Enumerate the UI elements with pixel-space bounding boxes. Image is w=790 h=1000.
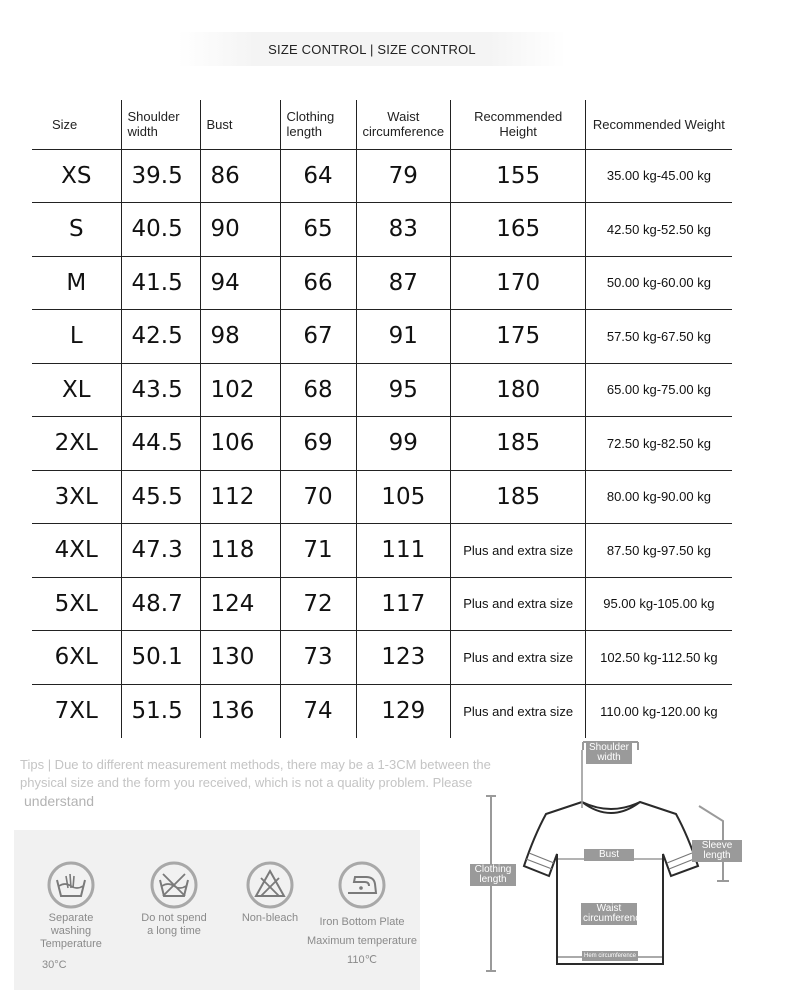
- size-cell: 4XL: [32, 524, 121, 578]
- size-cell: XS: [32, 149, 121, 203]
- size-cell: XL: [32, 363, 121, 417]
- iron-icon: [337, 860, 387, 910]
- weight-cell: 35.00 kg-45.00 kg: [586, 149, 732, 203]
- care-item-iron: [306, 860, 418, 967]
- bust-cell: 130: [200, 631, 280, 685]
- hand-wash-icon: [46, 860, 96, 910]
- bust-cell: 94: [200, 256, 280, 310]
- length-cell: 67: [280, 310, 356, 364]
- care-label-bleach: Non-bleach: [241, 912, 299, 924]
- weight-cell: 102.50 kg-112.50 kg: [586, 631, 732, 685]
- tips-note: [20, 756, 540, 810]
- no-soak-icon: [149, 860, 199, 910]
- size-cell: 6XL: [32, 631, 121, 685]
- header-clothing-length: Clothing length: [280, 100, 356, 149]
- weight-cell: 65.00 kg-75.00 kg: [586, 363, 732, 417]
- shoulder-cell: 47.3: [121, 524, 200, 578]
- table-row: [32, 256, 732, 310]
- no-bleach-icon: [245, 860, 295, 910]
- length-cell: 72: [280, 577, 356, 631]
- label-bust: Bust: [584, 849, 634, 861]
- table-row: [32, 203, 732, 257]
- height-cell: Plus and extra size: [451, 524, 586, 578]
- size-cell: S: [32, 203, 121, 257]
- weight-cell: 87.50 kg-97.50 kg: [586, 524, 732, 578]
- care-value-iron: 110℃: [347, 954, 377, 966]
- header-bust: Bust: [200, 100, 280, 149]
- size-cell: 2XL: [32, 417, 121, 471]
- label-clothing-length: Clothing length: [470, 864, 516, 886]
- care-instructions: [14, 830, 420, 990]
- bust-cell: 86: [200, 149, 280, 203]
- shoulder-cell: 42.5: [121, 310, 200, 364]
- label-sleeve-length: Sleeve length: [692, 840, 742, 862]
- header-size: Size: [32, 100, 121, 149]
- shoulder-cell: 45.5: [121, 470, 200, 524]
- table-row: [32, 310, 732, 364]
- bust-cell: 90: [200, 203, 280, 257]
- care-label-soak: Do not spend a long time: [141, 912, 207, 937]
- tips-text: Tips | Due to different measurement methods, there may be a 1-3CM between the physical size and the form you received, which is not a quality problem. Please: [20, 757, 491, 790]
- length-cell: 65: [280, 203, 356, 257]
- height-cell: Plus and extra size: [451, 684, 586, 738]
- header-shoulder-width: Shoulder width: [121, 100, 200, 149]
- table-row: [32, 631, 732, 685]
- length-cell: 68: [280, 363, 356, 417]
- care-value-wash: 30°C: [42, 959, 67, 971]
- label-hem: Hem circumference: [584, 953, 637, 959]
- label-waist: Waist circumference: [583, 903, 646, 924]
- weight-cell: 110.00 kg-120.00 kg: [586, 684, 732, 738]
- height-cell: Plus and extra size: [451, 631, 586, 685]
- weight-cell: 50.00 kg-60.00 kg: [586, 256, 732, 310]
- care-label-iron: Iron Bottom Plate: [319, 916, 405, 928]
- table-row: [32, 149, 732, 203]
- table-row: [32, 577, 732, 631]
- shoulder-cell: 48.7: [121, 577, 200, 631]
- waist-cell: 99: [356, 417, 451, 471]
- size-cell: 3XL: [32, 470, 121, 524]
- waist-cell: 129: [356, 684, 451, 738]
- bust-cell: 98: [200, 310, 280, 364]
- height-cell: 155: [451, 149, 586, 203]
- length-cell: 64: [280, 149, 356, 203]
- waist-cell: 79: [356, 149, 451, 203]
- care-label-wash: Separate washing: [48, 912, 94, 937]
- waist-cell: 105: [356, 470, 451, 524]
- size-cell: 5XL: [32, 577, 121, 631]
- weight-cell: 95.00 kg-105.00 kg: [586, 577, 732, 631]
- care-extra-iron: Maximum temperature: [306, 935, 418, 947]
- shoulder-cell: 43.5: [121, 363, 200, 417]
- weight-cell: 80.00 kg-90.00 kg: [586, 470, 732, 524]
- page-title: SIZE CONTROL | SIZE CONTROL: [178, 32, 566, 66]
- height-cell: 165: [451, 203, 586, 257]
- bust-cell: 124: [200, 577, 280, 631]
- table-row: [32, 470, 732, 524]
- shoulder-cell: 51.5: [121, 684, 200, 738]
- bust-cell: 136: [200, 684, 280, 738]
- bust-cell: 112: [200, 470, 280, 524]
- waist-cell: 117: [356, 577, 451, 631]
- shoulder-cell: 41.5: [121, 256, 200, 310]
- label-shoulder-width: Shoulder width: [586, 742, 632, 764]
- waist-cell: 123: [356, 631, 451, 685]
- weight-cell: 57.50 kg-67.50 kg: [586, 310, 732, 364]
- waist-cell: 87: [356, 256, 451, 310]
- bust-cell: 102: [200, 363, 280, 417]
- length-cell: 73: [280, 631, 356, 685]
- shoulder-cell: 44.5: [121, 417, 200, 471]
- care-extra-wash: Temperature: [40, 938, 102, 950]
- length-cell: 66: [280, 256, 356, 310]
- shoulder-cell: 40.5: [121, 203, 200, 257]
- size-chart-table: [32, 100, 732, 738]
- table-header-row: [32, 100, 732, 149]
- waist-cell: 83: [356, 203, 451, 257]
- bust-cell: 106: [200, 417, 280, 471]
- height-cell: 180: [451, 363, 586, 417]
- table-row: [32, 684, 732, 738]
- shoulder-cell: 39.5: [121, 149, 200, 203]
- table-row: [32, 363, 732, 417]
- header-waist: Waist circumference: [356, 100, 451, 149]
- care-item-wash: [36, 860, 106, 972]
- measurement-diagram: [466, 736, 766, 986]
- height-cell: 170: [451, 256, 586, 310]
- bust-cell: 118: [200, 524, 280, 578]
- length-cell: 71: [280, 524, 356, 578]
- height-cell: 185: [451, 417, 586, 471]
- weight-cell: 72.50 kg-82.50 kg: [586, 417, 732, 471]
- table-row: [32, 524, 732, 578]
- length-cell: 70: [280, 470, 356, 524]
- header-recommended-weight: Recommended Weight: [592, 116, 725, 132]
- height-cell: 185: [451, 470, 586, 524]
- waist-cell: 91: [356, 310, 451, 364]
- length-cell: 74: [280, 684, 356, 738]
- height-cell: 175: [451, 310, 586, 364]
- weight-cell: 42.50 kg-52.50 kg: [586, 203, 732, 257]
- tips-tail: understand: [24, 793, 95, 809]
- care-item-bleach: [236, 860, 304, 925]
- size-cell: L: [32, 310, 121, 364]
- length-cell: 69: [280, 417, 356, 471]
- table-row: [32, 417, 732, 471]
- height-cell: Plus and extra size: [451, 577, 586, 631]
- size-cell: 7XL: [32, 684, 121, 738]
- size-cell: M: [32, 256, 121, 310]
- waist-cell: 111: [356, 524, 451, 578]
- care-item-soak: [136, 860, 212, 938]
- shoulder-cell: 50.1: [121, 631, 200, 685]
- waist-cell: 95: [356, 363, 451, 417]
- header-recommended-height: Recommended Height: [451, 100, 586, 149]
